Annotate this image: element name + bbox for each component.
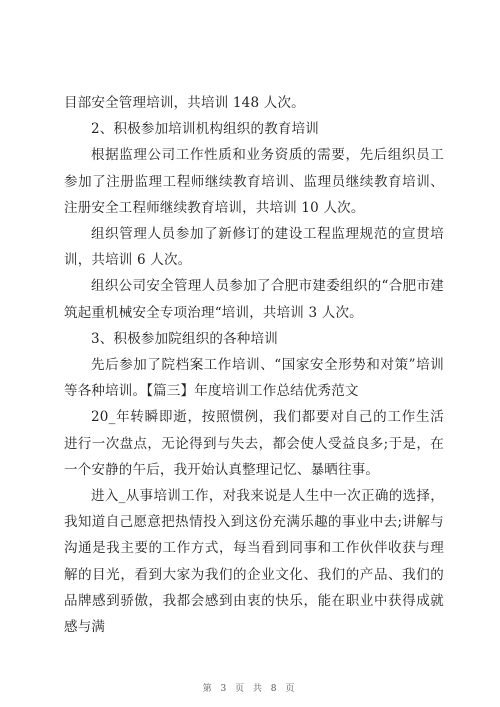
paragraph: 20_年转瞬即逝，按照惯例，我们都要对自己的工作生活进行一次盘点，无论得到与失去，都会使人受益良多;于是，在一个安静的午后，我开始认真整理记忆、暴晒往事。	[64, 409, 444, 478]
document-body	[64, 90, 444, 640]
section-heading: 3、积极参加院组织的各种培训	[91, 330, 278, 347]
paragraph: 组织公司安全管理人员参加了合肥市建委组织的“合肥市建筑起重机械安全专项治理“培训，共培训 3 人次。	[64, 278, 444, 321]
paragraph: 组织管理人员参加了新修订的建设工程监理规范的宣贯培训，共培训 6 人次。	[64, 226, 444, 269]
paragraph: 进入_从事培训工作，对我来说是人生中一次正确的选择，我知道自己愿意把热情投入到这份充满乐趣的事业中去;讲解与沟通是我主要的工作方式，每当看到同事和工作伙伴收获与理解的目光，看到大家为我们的企业文化、我们的产品、我们的品牌感到骄傲，我都会感到由衷的快乐，能在职业中获得成就感与满	[64, 488, 444, 636]
paragraph: 根据监理公司工作性质和业务资质的需要，先后组织员工参加了注册监理工程师继续教育培训、监理员继续教育培训、注册安全工程师继续教育培训，共培训 10 人次。	[64, 147, 444, 216]
section-heading: 2、积极参加培训机构组织的教育培训	[91, 121, 319, 138]
page-number-footer: 第 3 页 共 8 页	[202, 684, 298, 694]
paragraph: 先后参加了院档案工作培训、“国家安全形势和对策”培训等各种培训。【篇三】年度培训工作总结优秀范文	[64, 357, 444, 400]
paragraph: 目部安全管理培训，共培训 148 人次。	[64, 95, 305, 111]
